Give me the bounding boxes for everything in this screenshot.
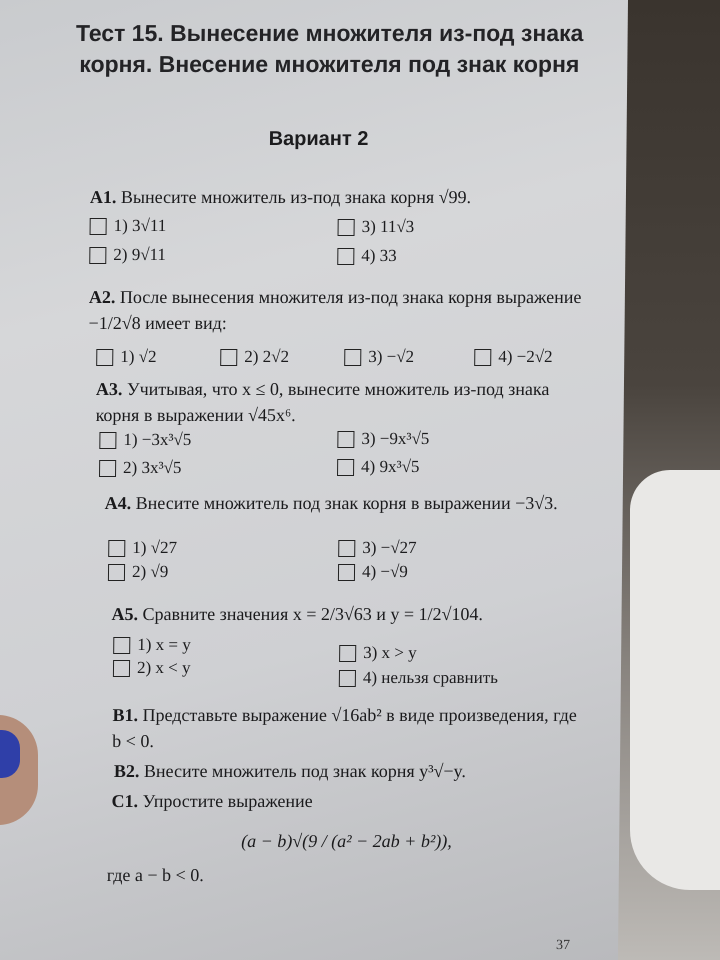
formula: (a − b)√(9 / (a² − 2ab + b²)), [241,831,452,851]
question-id: A1. [89,187,117,207]
option-label: 1) x = y [137,635,191,654]
option[interactable] [339,667,498,689]
option[interactable] [338,537,417,559]
condition-text: где a − b < 0. [106,865,204,885]
option[interactable] [337,245,397,267]
checkbox-icon [113,660,130,677]
option[interactable] [339,642,417,664]
option-label: 1) −3x³√5 [123,430,192,449]
page-number: 37 [556,938,571,953]
option-label: 4) нельзя сравнить [362,668,499,687]
checkbox-icon [337,459,354,476]
question-text: Сравните значения x = 2/3√63 и y = 1/2√104. [142,604,484,624]
option[interactable] [108,537,177,559]
question-text: Внесите множитель под знак корня y³√−y. [143,761,467,781]
checkbox-icon [338,219,355,236]
checkbox-icon [474,349,491,366]
question-id: A3. [95,379,123,399]
option[interactable] [337,428,429,450]
page-title: Тест 15. Вынесение множителя из-под знака корня. Внесение множителя под знак корня [75,20,584,77]
checkbox-icon [108,564,125,581]
checkbox-icon [339,670,356,687]
checkbox-icon [96,349,113,366]
checkbox-icon [99,432,116,449]
question-text: Вынесите множитель из-под знака корня √99. [120,187,472,207]
checkbox-icon [339,645,356,662]
question-text: Представьте выражение √16ab² в виде произведения, где b < 0. [112,705,577,751]
option-label: 3) x > y [363,643,417,662]
checkbox-icon [90,218,107,235]
option[interactable] [99,457,182,479]
question-id: B1. [112,705,139,725]
checkbox-icon [337,431,354,448]
option[interactable] [220,346,289,368]
question-text: Внесите множитель под знак корня в выражении −3√3. [135,493,558,513]
option-label: 2) √9 [131,562,169,581]
option-label: 4) 9x³√5 [361,457,420,476]
question-id: B2. [113,761,140,781]
question-b2 [114,758,584,784]
question-a4 [105,490,590,516]
question-b1 [112,702,588,754]
option-label: 3) −√27 [362,538,417,557]
option[interactable] [344,346,414,368]
checkbox-icon [99,460,116,477]
checkbox-icon [113,637,130,654]
option-label: 3) −√2 [368,347,415,366]
checkbox-icon [220,349,237,366]
question-id: C1. [111,791,139,811]
option[interactable] [337,456,420,478]
option-label: 2) 9√11 [113,245,167,264]
question-id: A4. [104,493,132,513]
option[interactable] [90,215,167,237]
option-label: 4) 33 [361,246,397,265]
checkbox-icon [337,248,354,265]
question-id: A5. [111,604,139,624]
question-a1 [90,184,590,210]
option[interactable] [96,346,156,368]
option[interactable] [474,346,553,368]
question-text: Упростите выражение [142,791,313,811]
option[interactable] [338,561,408,583]
option-label: 3) 11√3 [361,217,415,236]
question-id: A2. [88,287,116,307]
option[interactable] [108,561,168,583]
checkbox-icon [344,349,361,366]
option-label: 4) −2√2 [498,347,553,366]
option[interactable] [338,216,415,238]
question-text: Учитывая, что x ≤ 0, вынесите множитель из-под знака корня в выражении √45x⁶. [95,379,550,425]
option-label: 1) √27 [132,538,178,557]
question-a5 [111,601,591,627]
option[interactable] [113,657,191,679]
question-c1 [111,788,581,814]
option-label: 1) 3√11 [113,216,167,235]
checkbox-icon [108,540,125,557]
option[interactable] [113,634,191,656]
option[interactable] [89,244,166,266]
checkbox-icon [89,247,106,264]
question-a2 [88,284,589,336]
checkbox-icon [338,540,355,557]
option-label: 3) −9x³√5 [361,429,430,448]
option-label: 1) √2 [120,347,157,366]
option[interactable] [99,429,191,451]
checkbox-icon [338,564,355,581]
variant-heading: Вариант 2 [268,128,369,150]
option-label: 2) x < y [136,658,191,677]
option-label: 2) 3x³√5 [123,458,182,477]
background-pillow [630,470,720,890]
option-label: 4) −√9 [361,562,408,581]
option-label: 2) 2√2 [244,347,290,366]
question-a3 [96,376,592,428]
question-text: После вынесения множителя из-под знака корня выражение −1/2√8 имеет вид: [88,287,582,333]
